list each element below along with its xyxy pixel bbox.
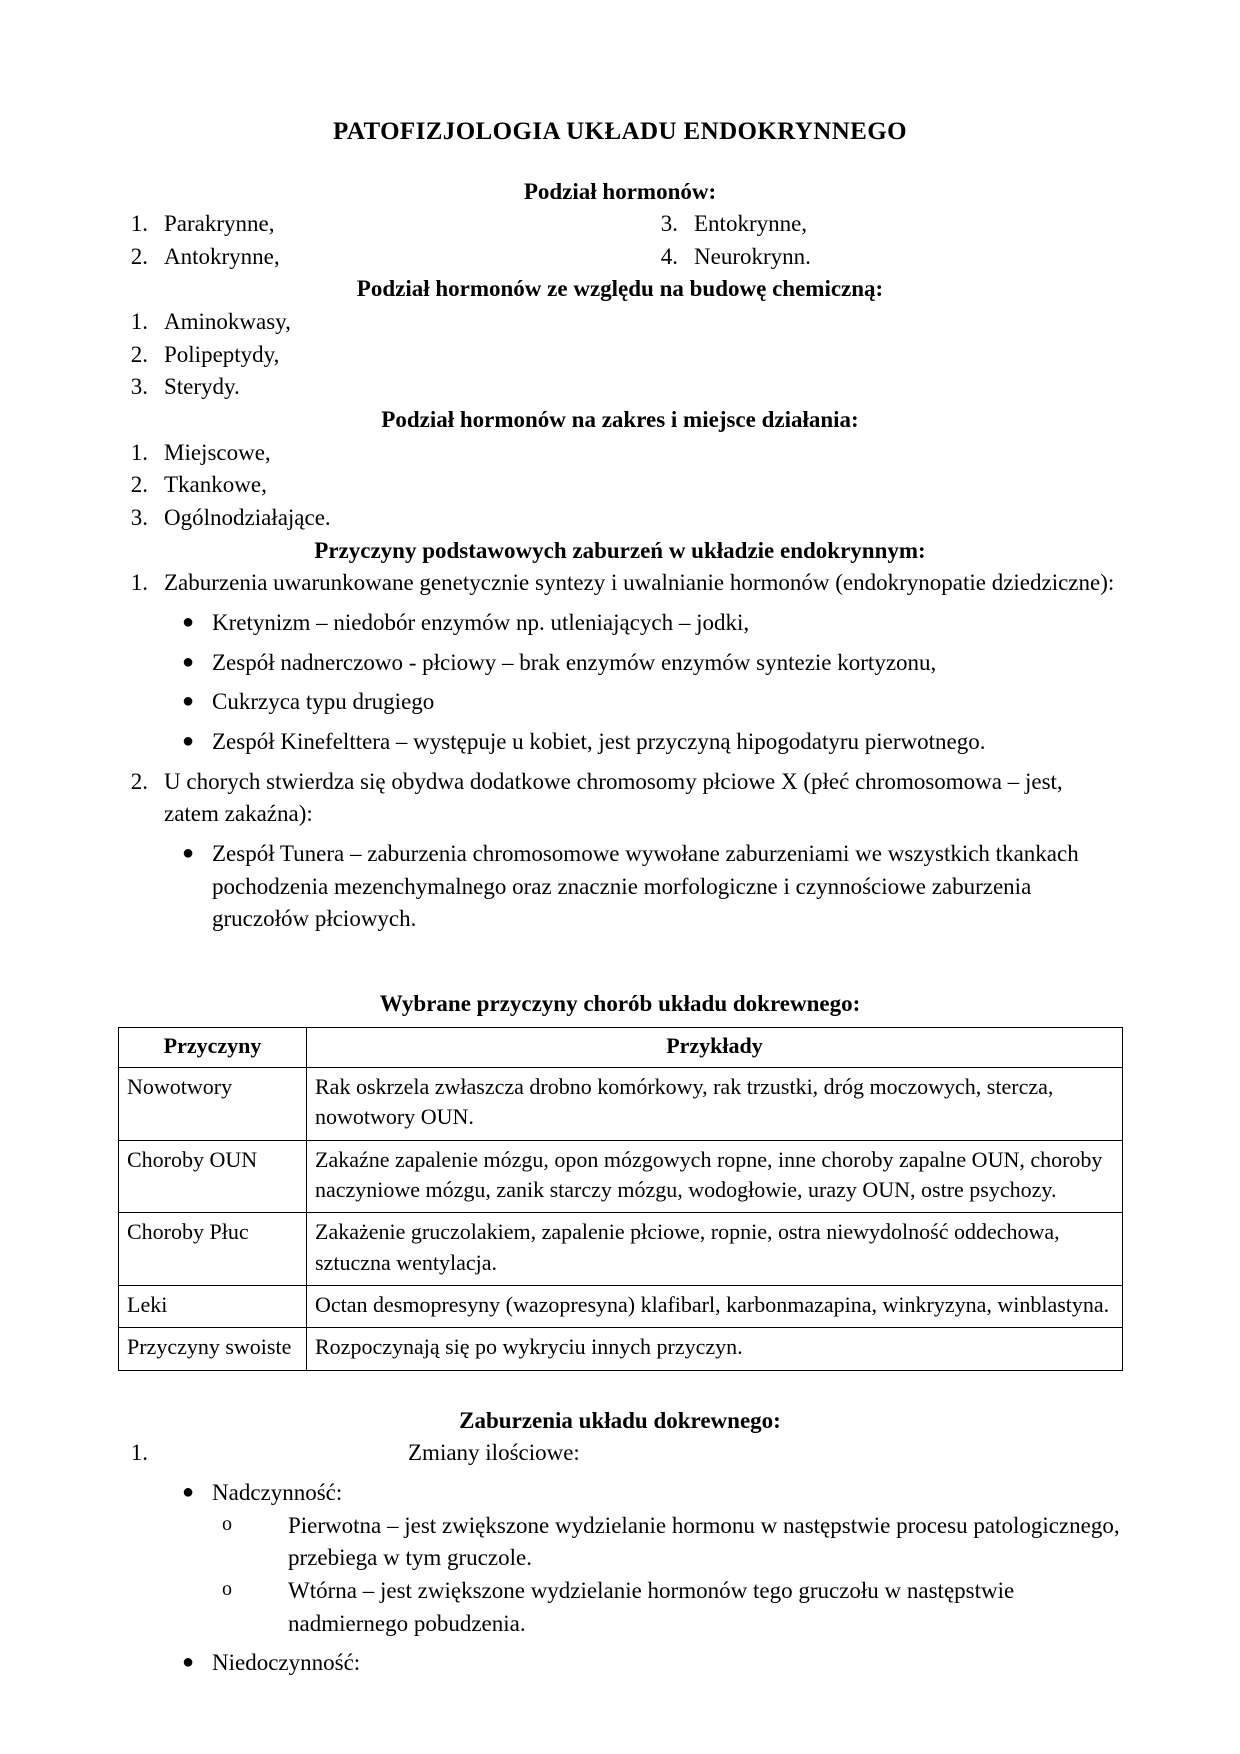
list-item [118,241,620,274]
cell-cause: Nowotwory [119,1067,307,1140]
list-item-label: Sterydy. [164,374,240,400]
heading-wybrane-przyczyny: Wybrane przyczyny chorób układu dokrewnego: [379,990,861,1016]
list-item [118,567,1122,600]
list-item-label: Miejscowe, [164,439,271,465]
list-podzial-hormonow [118,208,1122,273]
list-item-label: Pierwotna – jest zwiększone wydzielanie hormonu w następstwie procesu patologicznego, przebiega w tym gruczole. [288,1512,1120,1571]
spacer [118,936,1122,988]
spacer [118,1371,1122,1405]
list-item-label: Zespół nadnerczowo - płciowy – brak enzymów enzymów syntezie kortyzonu, [212,649,937,675]
heading-podzial-hormonow: Podział hormonów: [523,178,717,204]
bullet-icon: ● [182,1651,195,1674]
list-item-label: Aminokwasy, [164,309,291,335]
list-budowa-chemiczna [118,306,1122,404]
list-zakres-miejsce [118,437,1122,535]
list-item-label: Entokrynne, [694,211,808,237]
list-marker: 2. [130,341,148,367]
causes-table [118,1027,1123,1371]
list-item-label: Antokrynne, [164,243,280,269]
list-item-label: Kretynizm – niedobór enzymów np. utleniających – jodki, [212,610,750,636]
page-title: PATOFIZJOLOGIA UKŁADU ENDOKRYNNEGO [333,118,907,145]
list-marker: 4. [660,243,678,269]
heading-przyczyny-zaburzen: Przyczyny podstawowych zaburzeń w układzie endokrynnym: [314,537,926,563]
list-item-label: Parakrynne, [164,211,275,237]
list-item-label: Wtórna – jest zwiększone wydzielanie hormonów tego gruczołu w następstwie nadmiernego pobudzenia. [288,1578,1015,1636]
bullet-icon: ● [182,611,195,634]
list-item [118,208,620,241]
table-row [119,1286,1123,1328]
bullet-icon: ● [182,690,195,713]
causes-table-wrapper [118,1027,1122,1371]
bullet-icon: ● [182,650,195,673]
list-item-label: Ogólnodziałające. [164,505,331,531]
cell-cause: Przyczyny swoiste [119,1328,307,1370]
list-item [118,647,1122,680]
list-item [118,726,1122,759]
list-item [118,371,1122,404]
list-item [118,469,1122,502]
list-item-label: Zespół Kinefelttera – występuje u kobiet, jest przyczyną hipogodatyru pierwotnego. [212,729,986,754]
list-item [118,437,1122,470]
table-row [119,1140,1123,1213]
table-row [119,1213,1123,1286]
list-marker: 2. [130,768,148,794]
table-row [119,1067,1123,1140]
list-column-left [118,208,620,273]
list-item-label: U chorych stwierdza się obydwa dodatkowe chromosomy płciowe X (płeć chromosomowa – jest, zatem zakaźna): [164,768,1063,827]
list-column-right [620,208,1122,273]
table-header-row [119,1027,1123,1067]
list-marker: 3. [130,374,148,400]
heading-zakres-miejsce: Podział hormonów na zakres i miejsce działania: [381,407,859,433]
heading-zaburzenia-dokrewnego: Zaburzenia układu dokrewnego: [459,1407,781,1433]
list-item [118,1437,1122,1470]
list-item [118,1647,1122,1680]
bullet-list-genetyczne [118,607,1122,759]
list-item-label: Nadczynność: [212,1480,343,1506]
bullet-icon: ● [182,841,195,864]
document-content [118,118,1122,1680]
list-item [620,208,1122,241]
list-marker: 1. [130,570,148,596]
list-marker: 2. [130,472,148,498]
bullet-icon: ● [182,1481,195,1504]
list-marker: 3. [130,505,148,531]
list-item [118,1477,1122,1510]
list-item-label: Zespół Tunera – zaburzenia chromosomowe wywołane zaburzeniami we wszystkich tkankach pochodzenia mezenchymalnego oraz znacznie morfologiczne i czynnościowe zaburzenia gruczołów płciowych. [212,840,1079,932]
sub-bullet-icon: o [222,1578,232,1601]
list-item [118,607,1122,640]
bullet-icon: ● [182,730,195,752]
cell-cause: Choroby OUN [119,1140,307,1213]
cell-cause: Choroby Płuc [119,1213,307,1286]
column-header-przyczyny: Przyczyny [119,1027,307,1067]
cell-cause: Leki [119,1286,307,1328]
sub-bullet-icon: o [222,1512,232,1535]
list-item [118,686,1122,719]
list-marker: 1. [130,439,148,465]
heading-budowa-chemiczna: Podział hormonów ze względu na budowę chemiczną: [356,276,884,302]
cell-examples: Zakażenie gruczolakiem, zapalenie płciowe, ropnie, ostra niewydolność oddechowa, sztuczna wentylacja. [307,1213,1123,1286]
list-item-label: Niedoczynność: [212,1650,361,1676]
list-item [118,766,1122,831]
bullet-list-chromosomowe [118,838,1122,936]
cell-examples: Rak oskrzela zwłaszcza drobno komórkowy, rak trzustki, dróg moczowych, stercza, nowotwory OUN. [307,1067,1123,1140]
list-item-label: Zmiany ilościowe: [408,1440,580,1466]
list-item-label: Neurokrynn. [694,243,811,269]
list-item-label: Tkankowe, [164,472,267,498]
list-marker: 1. [130,211,148,237]
list-item [118,339,1122,372]
cell-examples: Zakaźne zapalenie mózgu, opon mózgowych ropne, inne choroby zapalne OUN, choroby naczyniowe mózgu, zanik starczy mózgu, wodogłowie, urazy OUN, ostre psychozy. [307,1140,1123,1213]
list-item [118,838,1122,936]
list-item [118,1510,1122,1575]
table-row [119,1328,1123,1370]
list-item [118,1575,1122,1640]
list-item-label: Zaburzenia uwarunkowane genetycznie syntezy i uwalnianie hormonów (endokrynopatie dziedziczne): [164,570,1115,596]
list-marker: 3. [660,211,678,237]
list-item [620,241,1122,274]
list-item [118,306,1122,339]
list-marker: 2. [130,243,148,269]
list-marker: 1. [130,1440,148,1466]
list-item-label: Polipeptydy, [164,341,280,367]
list-item-label: Cukrzyca typu drugiego [212,689,435,715]
list-item [118,502,1122,535]
cell-examples: Rozpoczynają się po wykryciu innych przyczyn. [307,1328,1123,1370]
cell-examples: Octan desmopresyny (wazopresyna) klafibarl, karbonmazapina, winkryzyna, winblastyna. [307,1286,1123,1328]
list-marker: 1. [130,309,148,335]
column-header-przyklady: Przykłady [307,1027,1123,1067]
